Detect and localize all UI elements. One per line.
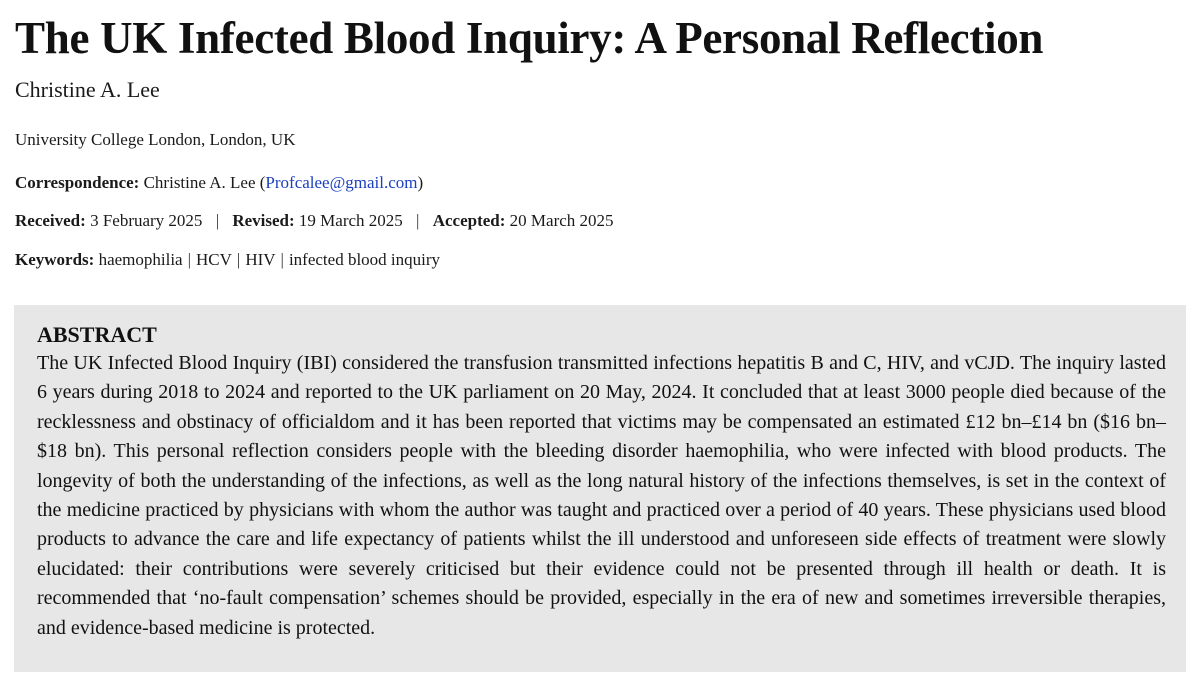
keyword-link[interactable]: HCV xyxy=(196,250,232,269)
correspondence-open-paren: ( xyxy=(255,173,266,192)
received-date: 3 February 2025 xyxy=(90,211,203,230)
keywords-line xyxy=(15,249,440,271)
dates-line xyxy=(15,210,614,232)
correspondence-label: Correspondence: xyxy=(15,173,140,192)
date-separator: | xyxy=(215,211,220,230)
correspondence-name: Christine A. Lee xyxy=(143,173,256,192)
affiliation: University College London, London, UK xyxy=(15,130,296,149)
revised-label: Revised: xyxy=(232,211,295,230)
abstract-box xyxy=(14,305,1186,672)
abstract-heading: ABSTRACT xyxy=(37,322,157,347)
revised-date: 19 March 2025 xyxy=(298,211,403,230)
author-name: Christine A. Lee xyxy=(15,77,160,102)
received-label: Received: xyxy=(15,211,86,230)
keyword-separator: | xyxy=(280,250,284,269)
keyword-separator: | xyxy=(236,250,241,269)
abstract-text: The UK Infected Blood Inquiry (IBI) considered the transfusion transmitted infections hepatitis B and C, HIV, and vCJD. The inquiry lasted 6 years during 2018 to 2024 and reported to the UK parliament on 20 May, 2024. It concluded that at least 3000 people died because of the recklessness and obstinacy of officialdom and it has been reported that victims may be compensated an estimated £12 bn–£14 bn ($16 bn–$18 bn). This personal reflection considers people with the bleeding disorder haemophilia, who were infected with blood products. The longevity of both the understanding of the infections, as well as the long natural history of the infections themselves, is set in the context of the medicine practiced by physicians with whom the author was taught and practiced over a period of 40 years. These physicians used blood products to advance the care and life expectancy of patients whilst the ill understood and unforeseen side effects of treatment were slowly elucidated: their contributions were severely criticised but their evidence could not be presented through ill health or death. It is recommended that ‘no-fault compensation’ schemes should be provided, especially in the era of new and sometimes irreversible therapies, and evidence-based medicine is protected. xyxy=(37,352,1166,639)
accepted-date: 20 March 2025 xyxy=(509,211,614,230)
date-separator: | xyxy=(416,211,420,230)
keyword-separator: | xyxy=(187,250,192,269)
keyword-link[interactable]: haemophilia xyxy=(98,250,183,269)
keyword-link[interactable]: HIV xyxy=(245,250,276,269)
keyword-link[interactable]: infected blood inquiry xyxy=(288,250,441,269)
keywords-label: Keywords: xyxy=(15,250,95,269)
accepted-label: Accepted: xyxy=(432,211,506,230)
correspondence-close-paren: ) xyxy=(417,173,424,192)
article-title: The UK Infected Blood Inquiry: A Personal Reflection xyxy=(15,13,1044,63)
correspondence-line xyxy=(15,172,423,194)
correspondence-email-link[interactable]: Profcalee@gmail.com xyxy=(265,173,418,192)
